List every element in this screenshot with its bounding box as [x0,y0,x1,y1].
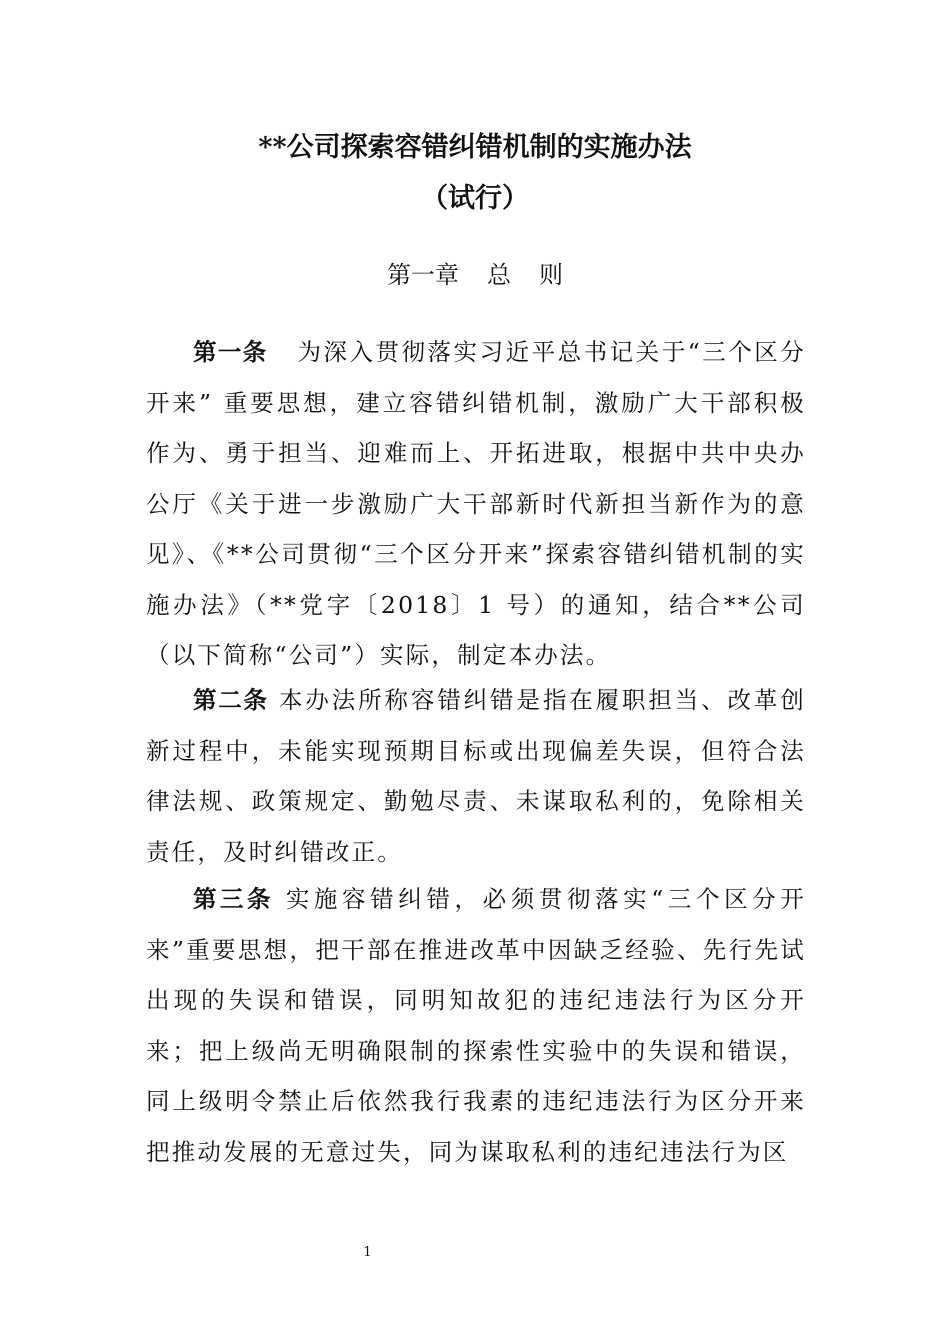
article-heading: 第三条 [193,885,274,913]
article-body: 本办法所称容错纠错是指在履职担当、改革创新过程中，未能实现预期目标或出现偏差失误，但符合法律法规、政策规定、勤勉尽责、未谋取私利的，免除相关责任，及时纠错改正。 [146,686,807,866]
article-heading: 第一条 [193,338,268,366]
chapter-label: 第一章 [387,261,459,289]
document-title: **公司探索容错纠错机制的实施办法 [258,132,692,163]
article-paragraph [146,327,806,681]
article-body: 为深入贯彻落实习近平总书记关于“三个区分开来” 重要思想，建立容错纠错机制，激励广大干部积极作为、勇于担当、迎难而上、开拓进取，根据中共中央办公厅《关于进一步激励广大干部新时代新担当新作为的意见》、《**公司贯彻“三个区分开来”探索容错纠错机制的实施办法》（**党字〔2018〕1 号）的通知，结合**公司（以下简称“公司”）实际，制定本办法。 [146,338,807,669]
chapter-name-part-1: 总 [487,261,511,289]
article-body: 实施容错纠错，必须贯彻落实“三个区分开来”重要思想，把干部在推进改革中因缺乏经验、先行先试出现的失误和错误，同明知故犯的违纪违法行为区分开来；把上级尚无明确限制的探索性实验中的失误和错误，同上级明令禁止后依然我行我素的违纪违法行为区分开来把推动发展的无意过失，同为谋取私利的违纪违法行为区 [146,885,807,1166]
page-number: 1 [363,1245,372,1260]
article-paragraph [146,675,806,877]
chapter-name-part-2: 则 [539,261,563,289]
article-paragraph [146,874,806,1177]
document-subtitle: （试行） [421,183,529,214]
chapter-heading [0,258,950,292]
article-heading: 第二条 [193,686,269,714]
